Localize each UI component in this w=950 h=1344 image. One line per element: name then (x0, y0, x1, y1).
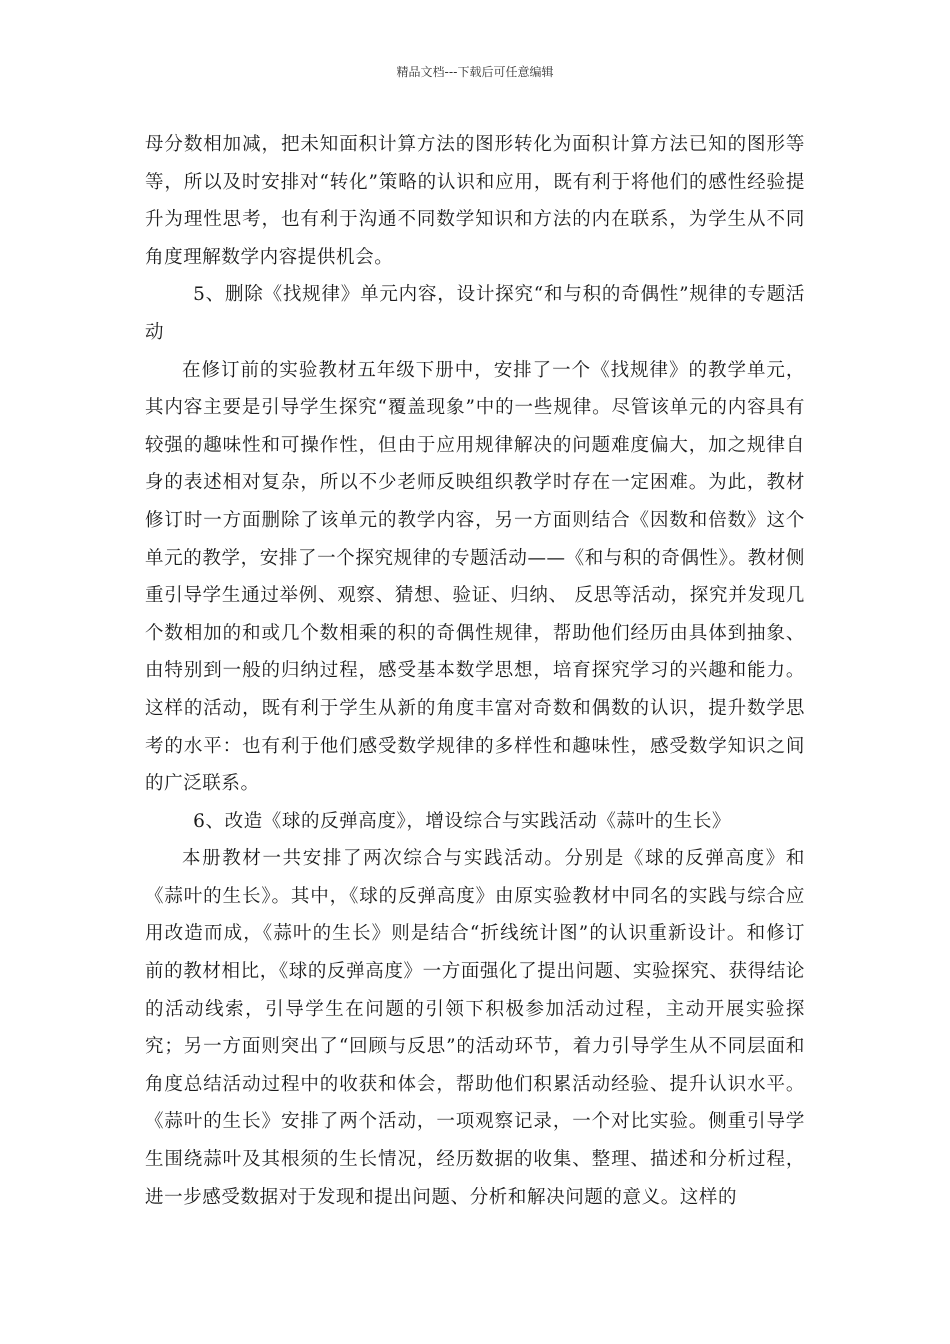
paragraph-practice-activities: 本册教材一共安排了两次综合与实践活动。分别是《球的反弹高度》和《蒜叶的生长》。其中，《球的反弹高度》由原实验教材中同名的实践与综合应用改造而成，《蒜叶的生长》则是结合“折线统计图”的认识重新设计。和修订前的教材相比，《球的反弹高度》一方面强化了提出问题、实验探究、获得结论的活动线索，引导学生在问题的引领下积极参加活动过程，主动开展实验探究；另一方面则突出了“回顾与反思”的活动环节，着力引导学生从不同层面和角度总结活动过程中的收获和体会，帮助他们积累活动经验、提升认识水平。《蒜叶的生长》安排了两个活动，一项观察记录，一个对比实验。侧重引导学生围绕蒜叶及其根须的生长情况，经历数据的收集、整理、描述和分析过程，进一步感受数据对于发现和提出问题、分析和解决问题的意义。这样的 (145, 848, 805, 1208)
page-header: 精品文档---下载后可任意编辑 (396, 65, 554, 79)
section-heading-6: 6、改造《球的反弹高度》，增设综合与实践活动《蒜叶的生长》 (193, 810, 732, 832)
section-heading-5: 5、删除《找规律》单元内容，设计探究“和与积的奇偶性”规律的专题活动 (145, 284, 805, 343)
paragraph-find-rules: 在修订前的实验教材五年级下册中，安排了一个《找规律》的教学单元，其内容主要是引导学生探究“覆盖现象”中的一些规律。尽管该单元的内容具有较强的趣味性和可操作性，但由于应用规律解决的问题难度偏大，加之规律自身的表述相对复杂，所以不少老师反映组织教学时存在一定困难。为此，教材修订时一方面删除了该单元的教学内容，另一方面则结合《因数和倍数》这个单元的教学，安排了一个探究规律的专题活动——《和与积的奇偶性》。教材侧重引导学生通过举例、观察、猜想、验证、归纳、 反思等活动，探究并发现几个数相加的和或几个数相乘的积的奇偶性规律，帮助他们经历由具体到抽象、由特别到一般的归纳过程，感受基本数学思想，培育探究学习的兴趣和能力。这样的活动，既有利于学生从新的角度丰富对奇数和偶数的认识，提升数学思考的水平：也有利于他们感受数学规律的多样性和趣味性，感受数学知识之间的广泛联系。 (145, 359, 805, 795)
document-body (145, 126, 805, 1216)
paragraph-continuation: 母分数相加减，把未知面积计算方法的图形转化为面积计算方法已知的图形等等，所以及时安排对“转化”策略的认识和应用，既有利于将他们的感性经验提升为理性思考，也有利于沟通不同数学知识和方法的内在联系，为学生从不同角度理解数学内容提供机会。 (145, 134, 805, 268)
